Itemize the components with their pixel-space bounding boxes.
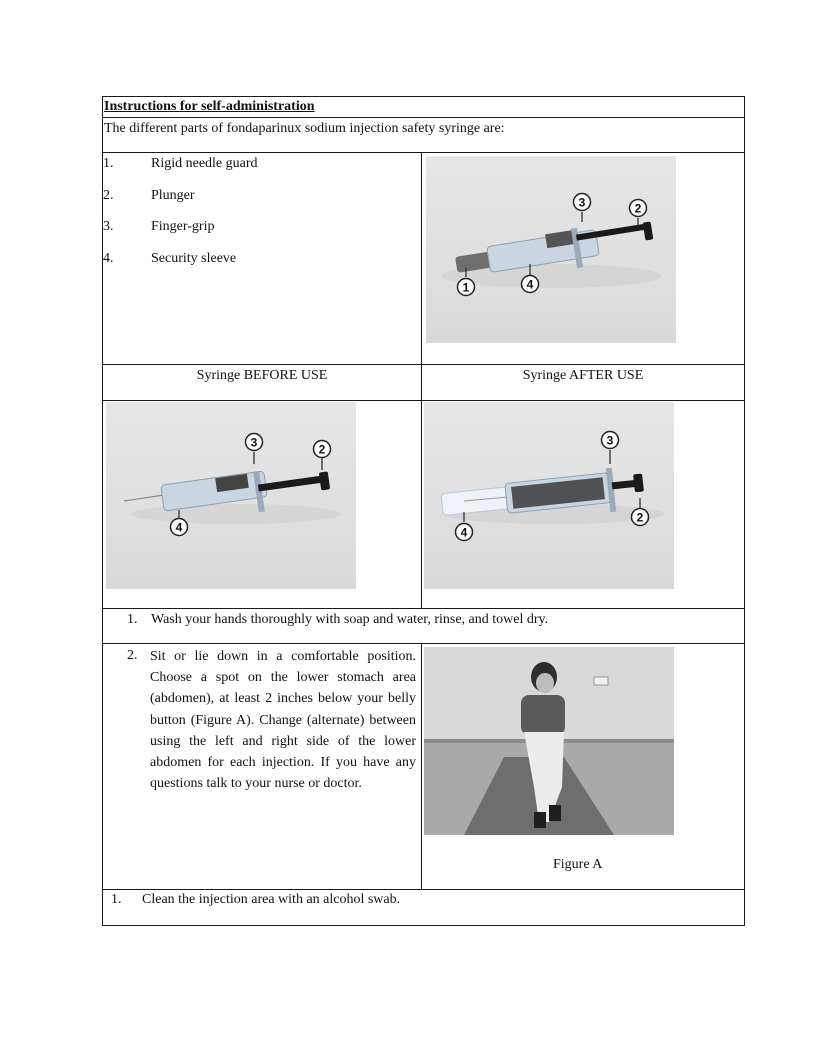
section-title: Instructions for self-administration: [104, 99, 315, 114]
step-line: to your nurse or doctor.: [230, 776, 362, 792]
before-use-label: Syringe BEFORE USE: [196, 368, 328, 383]
step-choose-injection-site: [150, 646, 416, 794]
part-label-needle-guard: Rigid needle guard: [151, 156, 258, 171]
table-rule: [102, 608, 745, 609]
svg-text:2: 2: [318, 442, 326, 457]
step-line: (alternate) between using the left and: [150, 712, 416, 749]
figure-a-photo: [424, 647, 674, 835]
step-clean-injection-area: Clean the injection area with an alcohol swab.: [142, 892, 401, 907]
svg-text:3: 3: [250, 435, 258, 450]
callout-2: [632, 509, 649, 526]
callout-4: [456, 524, 473, 541]
svg-text:4: 4: [460, 525, 468, 540]
callout-2: [314, 441, 331, 458]
part-number: 2.: [103, 188, 114, 203]
step-line: Choose a spot on the lower stomach area: [150, 670, 416, 686]
figure-a-caption: Figure A: [553, 857, 603, 872]
part-label-finger-grip: Finger-grip: [151, 219, 215, 234]
table-border-top: [102, 96, 745, 97]
part-number: 4.: [103, 251, 114, 266]
table-rule: [102, 889, 745, 890]
step-number: 1.: [111, 892, 122, 907]
step-line: right side of the lower abdomen for each: [150, 733, 417, 771]
callout-1: [458, 279, 475, 296]
table-rule: [102, 643, 745, 644]
step-line: (abdomen), at least 2 inches below your: [150, 691, 388, 707]
table-rule: [102, 152, 745, 153]
step-number: 1.: [127, 612, 138, 627]
intro-text: The different parts of fondaparinux sodium injection safety syringe are:: [104, 121, 505, 136]
syringe-after-use-photo: [424, 402, 674, 589]
svg-text:4: 4: [175, 520, 183, 535]
table-rule: [102, 117, 745, 118]
table-border-right: [744, 96, 745, 926]
step-line: Sit or lie down in a comfortable position.: [150, 649, 416, 664]
callout-3: [246, 434, 263, 451]
part-number: 3.: [103, 219, 114, 234]
svg-text:1: 1: [462, 280, 470, 295]
part-label-security-sleeve: Security sleeve: [151, 251, 237, 266]
callout-3: [574, 194, 591, 211]
svg-text:3: 3: [606, 433, 614, 448]
callout-4: [171, 519, 188, 536]
svg-text:2: 2: [636, 510, 644, 525]
table-rule: [102, 364, 745, 365]
step-line: belly button (Figure A). Change: [150, 691, 416, 728]
svg-text:4: 4: [526, 277, 534, 292]
part-label-plunger: Plunger: [151, 188, 195, 203]
table-border-bottom: [102, 925, 745, 926]
after-use-label: Syringe AFTER USE: [522, 368, 644, 383]
step-wash-hands: Wash your hands thoroughly with soap and water, rinse, and towel dry.: [151, 612, 549, 627]
step-number: 2.: [127, 648, 138, 663]
table-column-divider: [421, 643, 422, 889]
callout-2: [630, 200, 647, 217]
svg-text:3: 3: [578, 195, 586, 210]
step-line: injection. If you have any questions talk: [150, 755, 416, 792]
syringe-before-use-photo: [106, 402, 356, 589]
table-rule: [102, 400, 745, 401]
part-number: 1.: [103, 156, 114, 171]
callout-3: [602, 432, 619, 449]
svg-text:2: 2: [634, 201, 642, 216]
callout-4: [522, 276, 539, 293]
syringe-parts-photo: [426, 156, 676, 343]
